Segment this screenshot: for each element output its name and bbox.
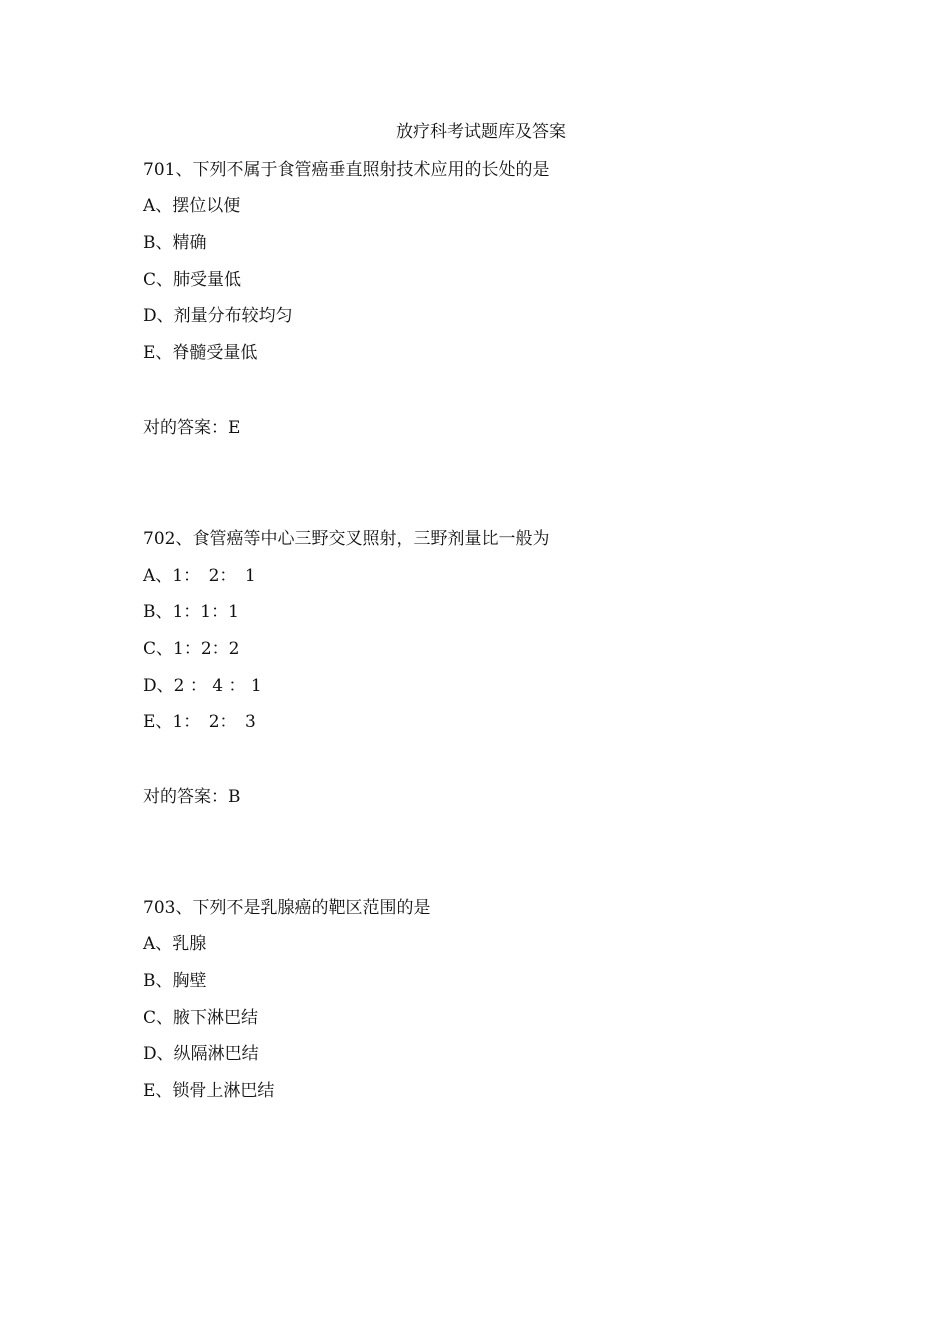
question-702-option-b: B、1：1：1 — [143, 602, 239, 622]
question-702-option-a: A、1： 2： 1 — [143, 566, 256, 586]
question-702-option-c: C、1：2：2 — [143, 639, 240, 659]
question-701-stem: 701、下列不属于食管癌垂直照射技术应用的长处的是 — [143, 160, 550, 180]
page-title: 放疗科考试题库及答案 — [396, 122, 566, 142]
question-703-option-e: E、锁骨上淋巴结 — [143, 1081, 275, 1101]
question-703-option-b: B、胸壁 — [143, 971, 207, 991]
question-701-option-b: B、精确 — [143, 233, 207, 253]
question-702-option-e: E、1： 2： 3 — [143, 712, 256, 732]
question-702-stem: 702、食管癌等中心三野交叉照射，三野剂量比一般为 — [143, 529, 550, 549]
question-703-stem: 703、下列不是乳腺癌的靶区范围的是 — [143, 898, 431, 918]
question-701-option-c: C、肺受量低 — [143, 270, 242, 290]
question-701-option-e: E、脊髓受量低 — [143, 343, 258, 363]
question-702-answer: 对的答案：B — [143, 787, 241, 807]
question-703-option-a: A、乳腺 — [143, 934, 207, 954]
question-701-option-d: D、剂量分布较均匀 — [143, 306, 293, 326]
question-703-option-d: D、纵隔淋巴结 — [143, 1044, 259, 1064]
question-701-answer: 对的答案：E — [143, 418, 241, 438]
question-702-option-d: D、2 ： 4 ： 1 — [143, 676, 262, 696]
question-703-option-c: C、腋下淋巴结 — [143, 1008, 259, 1028]
question-701-option-a: A、摆位以便 — [143, 196, 241, 216]
